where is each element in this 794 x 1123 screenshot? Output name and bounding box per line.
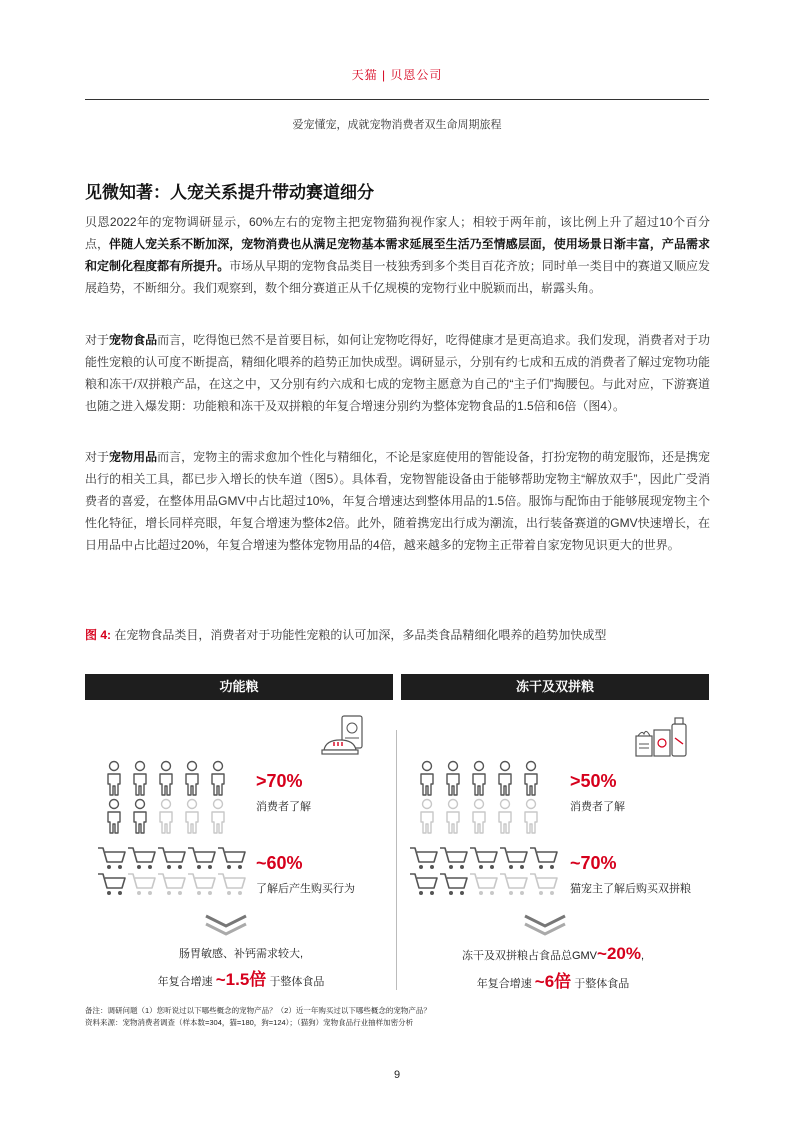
freeze-dried-products-icon bbox=[634, 714, 690, 760]
person-icon bbox=[205, 760, 231, 798]
shopping-cart-icon bbox=[127, 871, 157, 897]
stat-aware-left-label: 消费者了解 bbox=[256, 801, 311, 813]
conclusion-left-post: 于整体食品 bbox=[269, 976, 325, 988]
shopping-cart-icon bbox=[469, 845, 499, 871]
person-icon bbox=[518, 798, 544, 836]
stat-purchase-left-value: ~60% bbox=[256, 853, 303, 873]
person-icon bbox=[492, 760, 518, 798]
stat-purchase-right-label: 猫宠主了解后购买双拼粮 bbox=[570, 883, 691, 895]
person-icon bbox=[127, 760, 153, 798]
people-grid-right bbox=[414, 760, 544, 836]
shopping-cart-icon bbox=[97, 871, 127, 897]
conclusion-right-line1 bbox=[397, 941, 709, 969]
figure-source: 资料来源：宠物消费者调查（样本数=304，猫=180，狗=124）；（猫狗）宠物食品行业抽样加密分析 bbox=[85, 1018, 414, 1027]
stat-aware-left-value: >70% bbox=[256, 771, 303, 791]
brand-tmall: 天猫 bbox=[351, 68, 378, 82]
p2-bold: 宠物食品 bbox=[109, 333, 158, 347]
conclusion-left-line2 bbox=[85, 967, 397, 995]
figure-label: 图 4: bbox=[85, 628, 112, 642]
panel-header-functional-food: 功能粮 bbox=[85, 674, 393, 700]
person-icon bbox=[466, 798, 492, 836]
person-icon bbox=[153, 798, 179, 836]
p2-text-b: 而言，吃得饱已然不是首要目标，如何让宠物吃得好，吃得健康才是更高追求。我们发现，消费者对于功能性宠粮的认可度不断提高，精细化喂养的趋势正加快成型。调研显示，分别有约七成和五成的消费者了解过宠物功能粮和冻干/双拼粮产品，在这之中，又分别有约六成和七成的宠物主愿意为自己的“主子们”掏腰包。与此对应，下游赛道也随之进入爆发期：功能粮和冻干及双拼粮的年复合增速分别约为整体宠物食品的1.5倍和6倍（图4）。 bbox=[85, 333, 710, 413]
chevron-down-icon bbox=[203, 913, 249, 937]
shopping-cart-icon bbox=[529, 845, 559, 871]
header-rule bbox=[85, 99, 709, 100]
brand-line bbox=[0, 66, 794, 83]
shopping-cart-icon bbox=[469, 871, 499, 897]
conclusion-right-pre1: 冻干及双拼粮占食品总GMV bbox=[461, 950, 598, 962]
figure-note: 备注：调研问题（1）您听说过以下哪些概念的宠物产品？（2）近一年购买过以下哪些概念的宠物产品？ bbox=[85, 1006, 431, 1015]
pet-food-bag-icon bbox=[318, 712, 368, 760]
shopping-cart-icon bbox=[409, 871, 439, 897]
shopping-cart-icon bbox=[217, 845, 247, 871]
shopping-cart-icon bbox=[127, 845, 157, 871]
p1-text-a: 贝恩2022年的宠物调研显示，60%左右的宠物主把宠物猫狗视作家人；相较于两年前，该比例上升了超过10个百分点， bbox=[85, 215, 710, 251]
person-icon bbox=[205, 798, 231, 836]
stat-aware-right-label: 消费者了解 bbox=[570, 801, 625, 813]
conclusion-left bbox=[85, 941, 397, 995]
conclusion-right-pre2: 年复合增速 bbox=[476, 978, 532, 990]
stat-purchase-left-label: 了解后产生购买行为 bbox=[256, 883, 355, 895]
report-subtitle: 爱宠懂宠，成就宠物消费者双生命周期旅程 bbox=[292, 119, 502, 131]
brand-bain: 贝恩公司 bbox=[390, 68, 443, 82]
brand-separator: | bbox=[381, 68, 387, 82]
p1-text-b: 市场从早期的宠物食品类目一枝独秀到多个类目百花齐放；同时单一类目中的赛道又顺应发展趋势，不断细分。我们观察到，数个细分赛道正从千亿规模的宠物行业中脱颖而出，崭露头角。 bbox=[85, 259, 710, 295]
person-icon bbox=[101, 798, 127, 836]
person-icon bbox=[466, 760, 492, 798]
shopping-cart-icon bbox=[97, 845, 127, 871]
paragraph-1 bbox=[85, 211, 710, 299]
person-icon bbox=[179, 760, 205, 798]
figure-caption-text: 在宠物食品类目，消费者对于功能性宠粮的认可加深，多品类食品精细化喂养的趋势加快成型 bbox=[111, 628, 607, 642]
conclusion-right-line2 bbox=[397, 969, 709, 997]
shopping-cart-icon bbox=[217, 871, 247, 897]
p3-text-b: 而言，宠物主的需求愈加个性化与精细化，不论是家庭使用的智能设备，打扮宠物的萌宠服饰，还是携宠出行的相关工具，都已步入增长的快车道（图5）。具体看，宠物智能设备由于能够帮助宠物主“解放双手”，因此广受消费者的喜爱，在整体用品GMV中占比超过10%，年复合增速达到整体用品的1.5倍。服饰与配饰由于能够展现宠物主个性化特征，增长同样亮眼，年复合增速为整体2倍。此外，随着携宠出行成为潮流，出行装备赛道的GMV快速增长，在日用品中占比超过20%，年复合增速为整体宠物用品的4倍，越来越多的宠物主正带着自家宠物见识更大的世界。 bbox=[85, 450, 710, 552]
person-icon bbox=[414, 798, 440, 836]
conclusion-right-post2: 于整体食品 bbox=[574, 978, 630, 990]
person-icon bbox=[492, 798, 518, 836]
person-icon bbox=[440, 798, 466, 836]
paragraph-3 bbox=[85, 446, 710, 556]
shopping-cart-icon bbox=[157, 845, 187, 871]
shopping-cart-icon bbox=[187, 871, 217, 897]
conclusion-right-highlight2: ~6倍 bbox=[534, 972, 572, 991]
p2-text-a: 对于 bbox=[85, 333, 110, 347]
figure-caption bbox=[85, 626, 606, 643]
person-icon bbox=[440, 760, 466, 798]
p3-bold: 宠物用品 bbox=[109, 450, 158, 464]
cart-grid-right bbox=[409, 845, 559, 897]
chevron-down-icon bbox=[522, 913, 568, 937]
conclusion-left-line1: 肠胃敏感、补钙需求较大, bbox=[178, 948, 304, 960]
p1-bold: 伴随人宠关系不断加深，宠物消费也从满足宠物基本需求延展至生活乃至情感层面，使用场景日渐丰富，产品需求和定制化程度都有所提升。 bbox=[85, 237, 710, 273]
conclusion-left-highlight: ~1.5倍 bbox=[215, 970, 267, 989]
conclusion-right-post1: , bbox=[640, 950, 645, 962]
stat-aware-right-value: >50% bbox=[570, 771, 617, 791]
cart-grid-left bbox=[97, 845, 247, 897]
p3-text-a: 对于 bbox=[85, 450, 110, 464]
paragraph-2 bbox=[85, 329, 710, 417]
conclusion-right bbox=[397, 941, 709, 997]
shopping-cart-icon bbox=[499, 871, 529, 897]
shopping-cart-icon bbox=[157, 871, 187, 897]
conclusion-right-highlight1: ~20% bbox=[597, 944, 641, 963]
shopping-cart-icon bbox=[187, 845, 217, 871]
shopping-cart-icon bbox=[439, 845, 469, 871]
people-grid-left bbox=[101, 760, 231, 836]
person-icon bbox=[518, 760, 544, 798]
person-icon bbox=[414, 760, 440, 798]
section-heading: 见微知著：人宠关系提升带动赛道细分 bbox=[85, 183, 374, 202]
shopping-cart-icon bbox=[409, 845, 439, 871]
person-icon bbox=[179, 798, 205, 836]
person-icon bbox=[153, 760, 179, 798]
stat-purchase-right-value: ~70% bbox=[570, 853, 617, 873]
panel-header-freeze-dried: 冻干及双拼粮 bbox=[401, 674, 709, 700]
page-number: 9 bbox=[393, 1069, 401, 1081]
person-icon bbox=[101, 760, 127, 798]
conclusion-left-pre: 年复合增速 bbox=[157, 976, 213, 988]
shopping-cart-icon bbox=[439, 871, 469, 897]
shopping-cart-icon bbox=[499, 845, 529, 871]
shopping-cart-icon bbox=[529, 871, 559, 897]
person-icon bbox=[127, 798, 153, 836]
